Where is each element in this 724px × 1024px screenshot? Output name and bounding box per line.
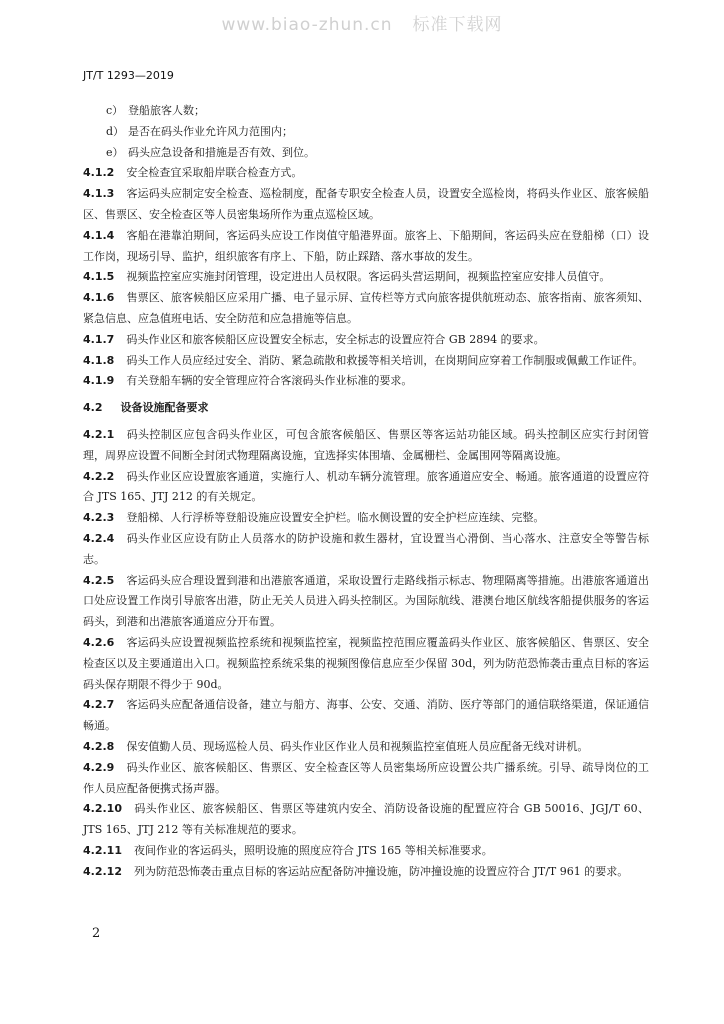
clause-number: 4.1.8 — [83, 353, 115, 367]
clause — [83, 351, 649, 372]
clause-text: 码头作业区应设置旅客通道，实施行人、机动车辆分流管理。旅客通道应安全、畅通。旅客通道的设置应符合 JTS 165、JTJ 212 的有关规定。 — [83, 469, 649, 504]
list-item-text: 是否在码头作业允许风力范围内； — [128, 124, 293, 138]
clause — [83, 737, 649, 758]
clause — [83, 841, 649, 862]
clause-number: 4.1.7 — [83, 332, 115, 346]
list-item-text: 登船旅客人数； — [128, 104, 205, 117]
list-item — [83, 122, 649, 143]
list-items — [83, 101, 649, 163]
clause — [83, 226, 649, 268]
clause-number: 4.1.4 — [83, 228, 115, 242]
clause-number: 4.2.10 — [83, 802, 122, 816]
clause-number: 4.2.7 — [83, 698, 115, 712]
clause — [83, 862, 649, 883]
clause-text: 码头控制区应包含码头作业区，可包含旅客候船区、售票区等客运站功能区域。码头控制区应实行封闭管理，周界应设置不间断全封闭式物理隔离设施，宜选择实体围墙、金属栅栏、金属围网等隔离设施。 — [83, 427, 649, 462]
clause-number: 4.1.9 — [83, 374, 115, 388]
clause — [83, 571, 649, 633]
list-item-text: 码头应急设备和措施是否有效、到位。 — [128, 145, 315, 159]
clause-text: 码头作业区、旅客候船区、售票区、安全检查区等人员密集场所应设置公共广播系统。引导、疏导岗位的工作人员应配备便携式扬声器。 — [83, 760, 649, 795]
clause-number: 4.2.1 — [83, 427, 115, 441]
list-item — [83, 101, 649, 122]
clause — [83, 508, 649, 529]
section-title: 设备设施配备要求 — [120, 401, 209, 415]
clause-text: 客运码头应设置视频监控系统和视频监控室，视频监控范围应覆盖码头作业区、旅客候船区、售票区、安全检查区以及主要通道出入口。视频监控系统采集的视频图像信息应至少保留 30d，列为防范恐怖袭击重点目标的客运码头保存期限不得少于 90d。 — [83, 635, 649, 691]
clause — [83, 330, 649, 351]
watermark-name: 标准下载网 — [412, 15, 503, 35]
clause — [83, 267, 649, 288]
clause-text: 客运码头应合理设置到港和出港旅客通道，采取设置行走路线指示标志、物理隔离等措施。出港旅客通道出口处应设置工作岗引导旅客出港，防止无关人员进入码头控制区。为国际航线、港澳台地区航线客船提供服务的客运码头，到港和出港旅客通道应分开布置。 — [83, 573, 649, 629]
clause — [83, 633, 649, 695]
clause-number: 4.2.3 — [83, 511, 115, 525]
clause — [83, 758, 649, 800]
page-number: 2 — [92, 926, 101, 941]
clause-text: 客船在港靠泊期间，客运码头应设工作岗值守船港界面。旅客上、下船期间，客运码头应在登船梯（口）设工作岗，现场引导、监护，组织旅客有序上、下船，防止踩踏、落水事故的发生。 — [83, 228, 649, 263]
clause-number: 4.1.5 — [83, 270, 115, 284]
clauses-4-1 — [83, 163, 649, 392]
section-heading — [83, 398, 649, 419]
clause-text: 码头作业区、旅客候船区、售票区等建筑内安全、消防设备设施的配置应符合 GB 50016、JGJ/T 60、JTS 165、JTJ 212 等有关标准规范的要求。 — [83, 802, 649, 837]
clause — [83, 529, 649, 571]
clause-text: 保安值勤人员、现场巡检人员、码头作业区作业人员和视频监控室值班人员应配备无线对讲机。 — [126, 739, 589, 753]
clause — [83, 184, 649, 226]
clause-text: 夜间作业的客运码头，照明设施的照度应符合 JTS 165 等相关标准要求。 — [133, 843, 493, 857]
clause-number: 4.2.2 — [83, 469, 115, 483]
clause — [83, 288, 649, 330]
clause-text: 码头作业区应设有防止人员落水的防护设施和救生器材，宜设置当心滑倒、当心落水、注意安全等警告标志。 — [83, 531, 649, 566]
clause-text: 售票区、旅客候船区应采用广播、电子显示屏、宣传栏等方式向旅客提供航班动态、旅客指南、旅客须知、紧急信息、应急值班电话、安全防范和应急措施等信息。 — [83, 291, 649, 325]
list-item-letter: c） — [106, 104, 124, 117]
clauses-4-2 — [83, 425, 649, 883]
clause — [83, 371, 649, 392]
clause — [83, 425, 649, 467]
clause-text: 码头工作人员应经过安全、消防、紧急疏散和救援等相关培训，在岗期间应穿着工作制服或佩戴工作证件。 — [126, 353, 644, 367]
clause — [83, 163, 649, 184]
watermark-site: www.biao-zhun.cn — [221, 15, 393, 35]
clause-number: 4.1.3 — [83, 187, 115, 201]
watermark — [0, 10, 724, 35]
clause-text: 登船梯、人行浮桥等登船设施应设置安全护栏。临水侧设置的安全护栏应连续、完整。 — [126, 511, 545, 525]
clause-number: 4.2.11 — [83, 843, 122, 857]
standard-code-header: JT/T 1293—2019 — [83, 69, 174, 82]
document-body — [83, 101, 649, 882]
clause-number: 4.2.9 — [83, 760, 115, 774]
clause-number: 4.2.5 — [83, 573, 115, 587]
clause-text: 列为防范恐怖袭击重点目标的客运站应配备防冲撞设施，防冲撞设施的设置应符合 JT/T 961 的要求。 — [133, 864, 629, 878]
clause-text: 客运码头应配备通信设备，建立与船方、海事、公安、交通、消防、医疗等部门的通信联络渠道，保证通信畅通。 — [83, 698, 649, 733]
section-number: 4.2 — [83, 401, 103, 415]
clause-text: 视频监控室应实施封闭管理，设定进出人员权限。客运码头营运期间，视频监控室应安排人员值守。 — [126, 270, 611, 284]
list-item — [83, 143, 649, 164]
list-item-letter: e） — [106, 145, 124, 159]
clause-text: 安全检查宜采取船岸联合检查方式。 — [126, 166, 303, 180]
clause-number: 4.1.6 — [83, 291, 115, 305]
clause — [83, 467, 649, 509]
list-item-letter: d） — [106, 124, 125, 138]
clause-text: 码头作业区和旅客候船区应设置安全标志，安全标志的设置应符合 GB 2894 的要求。 — [126, 332, 545, 346]
clause-number: 4.1.2 — [83, 166, 115, 180]
clause-number: 4.2.12 — [83, 864, 122, 878]
clause-number: 4.2.8 — [83, 739, 115, 753]
clause-number: 4.2.4 — [83, 531, 115, 545]
clause-number: 4.2.6 — [83, 635, 115, 649]
clause — [83, 695, 649, 737]
clause-text: 有关登船车辆的安全管理应符合客滚码头作业标准的要求。 — [126, 374, 413, 388]
clause — [83, 799, 649, 841]
clause-text: 客运码头应制定安全检查、巡检制度，配备专职安全检查人员，设置安全巡检岗，将码头作业区、旅客候船区、售票区、安全检查区等人员密集场所作为重点巡检区域。 — [83, 187, 649, 221]
